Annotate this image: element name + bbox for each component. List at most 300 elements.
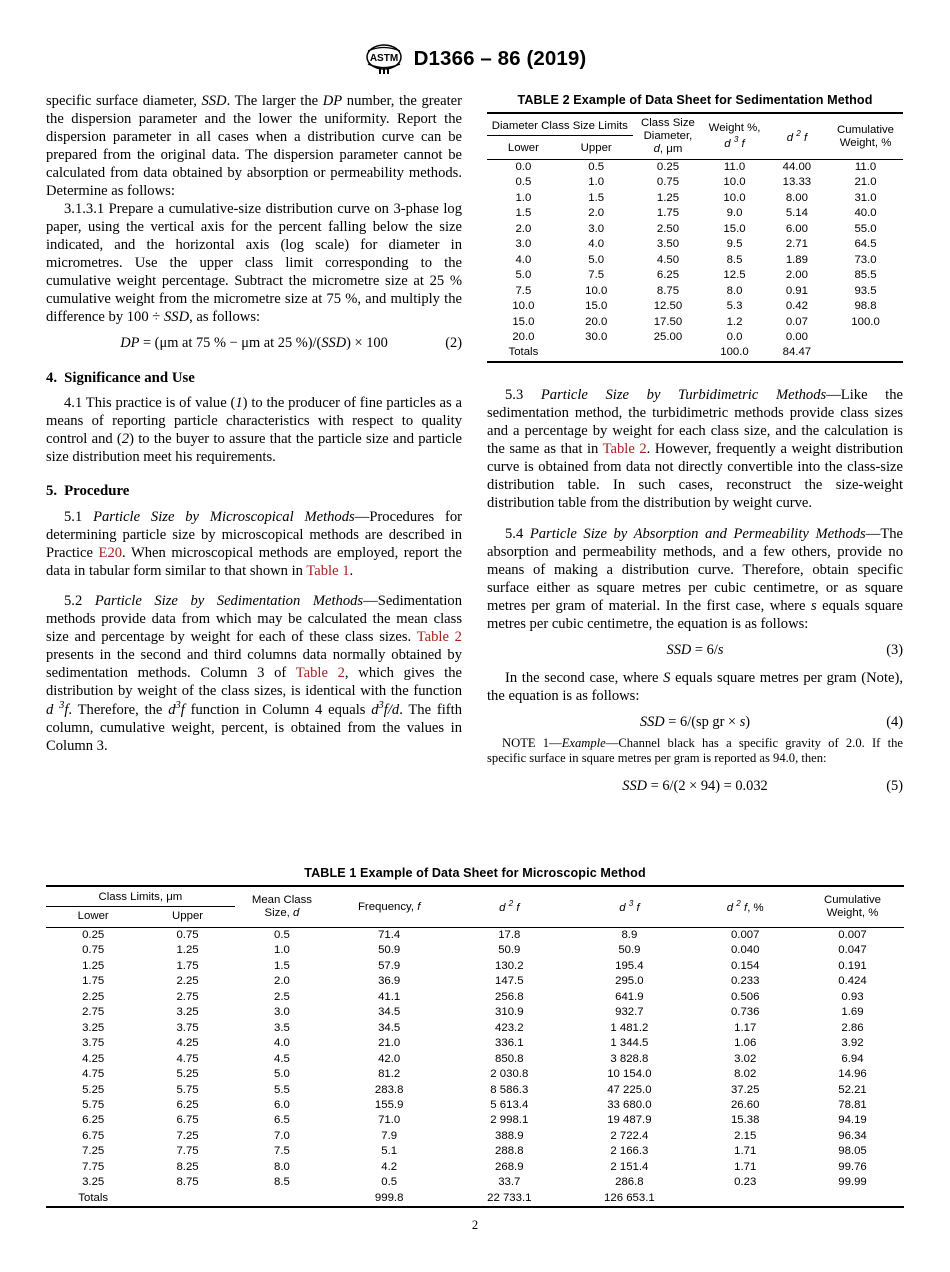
cell-d2f_pct: 1.71: [734, 1160, 757, 1173]
cell-d2f: 5 613.4: [490, 1098, 529, 1111]
cell-cumulative: 98.8: [854, 300, 877, 313]
totals-class_size: [633, 345, 704, 360]
table-row: [487, 175, 903, 190]
cell-lower: 5.0: [515, 269, 532, 282]
cell-upper: 8.25: [176, 1160, 199, 1173]
equation-2-number: (2): [445, 335, 462, 352]
cell-class_size: 1.75: [656, 207, 680, 220]
equation-5: SSD = 6/(2 × 94) = 0.032 (5): [622, 777, 903, 794]
cell-mean: 6.5: [274, 1114, 290, 1127]
table-1-head: [46, 886, 904, 928]
cell-d2f: 2.00: [785, 269, 808, 282]
cell-frequency: 57.9: [378, 959, 401, 972]
cell-mean: 4.0: [274, 1037, 290, 1050]
class-size-line1: Class Size: [641, 117, 695, 129]
cell-d2f_pct: 0.154: [730, 959, 760, 972]
cell-d2f: 2 030.8: [490, 1068, 529, 1081]
cell-d2f: 288.8: [495, 1145, 524, 1158]
table-row: [46, 928, 904, 944]
table-row: [487, 284, 903, 299]
cell-cumulative: 78.81: [838, 1098, 867, 1111]
cell-upper: 5.75: [176, 1083, 199, 1096]
table-row: [487, 268, 903, 283]
cell-cumulative: 85.5: [854, 269, 877, 282]
table-row: [46, 959, 904, 974]
equation-4: SSD = 6/(sp gr × s) (4): [639, 714, 903, 731]
section-heading-4: [46, 369, 462, 387]
cell-upper: 6.25: [176, 1098, 199, 1111]
cell-frequency: 7.9: [381, 1129, 398, 1142]
cell-d2f: 423.2: [495, 1021, 524, 1034]
cell-cumulative: 0.191: [838, 959, 867, 972]
cell-mean: 4.5: [274, 1052, 290, 1065]
cell-cumulative: 55.0: [854, 222, 877, 235]
cell-frequency: 34.5: [378, 1021, 401, 1034]
cell-cumulative: 99.99: [838, 1176, 867, 1189]
cell-frequency: 34.5: [378, 1006, 401, 1019]
totals-d2f_pct: [689, 1191, 801, 1206]
cell-lower: 3.25: [82, 1176, 105, 1189]
cumulative-line1: Cumulative: [837, 123, 895, 136]
cell-mean: 2.0: [274, 975, 290, 988]
totals-d3f: 126 653.1: [604, 1191, 655, 1204]
table-2-header-cumulative: [828, 113, 903, 160]
cell-d2f_pct: 15.38: [730, 1114, 760, 1127]
cell-d2f: 50.9: [498, 944, 521, 957]
cell-cumulative: 100.0: [851, 315, 880, 328]
cell-cumulative: 40.0: [854, 207, 877, 220]
paragraph-5-2: 5.2 Particle Size by Sedimentation Methods—Sedimentation methods provide data from which may be calculated the mean class size and percentage by weight for each of these class sizes. Table 2 presents in the second and third columns data normally obtained by sedimentation methods. Column 3 of Table 2, which gives the distribution by weight of the class sizes, is identical with the function d $^3$f. Therefore, the $d^3f$ function in Column 4 equals $d^3f/d$. The fifth column, cumulative weight, percent, is obtained from the values in Column 3.: [46, 592, 463, 754]
cell-lower: 4.0: [515, 253, 532, 266]
cell-frequency: 50.9: [378, 944, 401, 957]
table-2-bottom-rule: [487, 361, 903, 363]
section-4-title: Significance and Use: [64, 369, 195, 386]
cell-d2f_pct: 1.06: [734, 1037, 757, 1050]
cell-d2f_pct: 0.040: [730, 944, 760, 957]
cell-cumulative: 31.0: [854, 191, 877, 204]
paragraph-5-4: 5.4 Particle Size by Absorption and Permeability Methods—The absorption and permeability methods, and a few others, provide no means of making a distribution curve. Therefore, obtain specific surface either as square metres per cubic centimetre, or as square metres per gram of material. In the first case, where s equals square metres per cubic centimetre, the equation is as follows:: [487, 526, 904, 633]
cell-lower: 5.75: [82, 1098, 105, 1111]
totals-cumulative: [801, 1191, 904, 1206]
cell-upper: 0.75: [176, 929, 199, 941]
cell-class_size: 0.25: [656, 161, 680, 173]
cell-mean: 7.0: [274, 1129, 290, 1142]
astm-logo-icon: [364, 42, 404, 76]
cell-lower: 20.0: [512, 330, 535, 343]
cell-d2f: 336.1: [495, 1037, 524, 1050]
table-1-header-d3f: d $^3$ f: [619, 899, 640, 914]
cell-weight_pct: 11.0: [723, 161, 746, 173]
cell-d2f_pct: 3.02: [734, 1052, 757, 1065]
totals-label: Totals: [508, 346, 539, 359]
table-row: [46, 1067, 904, 1082]
cell-frequency: 81.2: [378, 1068, 401, 1081]
table-1-header-d2f: d $^2$ f: [499, 899, 520, 914]
cell-lower: 0.5: [515, 176, 532, 189]
cell-mean: 1.0: [274, 944, 290, 957]
cell-d2f_pct: 0.233: [730, 975, 760, 988]
cell-d2f: 0.00: [785, 330, 808, 343]
cell-d2f_pct: 0.007: [730, 929, 760, 941]
cell-upper: 20.0: [585, 315, 608, 328]
note-1: NOTE 1—Example—Channel black has a specific gravity of 2.0. If the specific surface in square metres per gram is reported as 94.0, then:: [487, 735, 903, 766]
cell-class_size: 2.50: [656, 222, 680, 235]
table-2-header-upper: Upper: [580, 142, 612, 154]
cell-lower: 5.25: [82, 1083, 105, 1096]
cell-d2f: 2 998.1: [490, 1114, 529, 1127]
cell-d3f: 10 154.0: [607, 1068, 652, 1081]
table-row: [487, 206, 903, 221]
cell-weight_pct: 10.0: [723, 176, 746, 189]
cell-mean: 1.5: [274, 959, 290, 972]
cell-class_size: 8.75: [656, 284, 680, 297]
section-5-title: Procedure: [64, 483, 130, 500]
table-2-header-class-size: Class Size Diameter, d, μm: [641, 117, 695, 155]
cell-lower: 7.5: [515, 284, 532, 297]
cell-d2f: 388.9: [495, 1129, 524, 1142]
t1-cumulative-line2: Weight, %: [826, 907, 879, 919]
cell-frequency: 283.8: [374, 1083, 404, 1096]
cell-class_size: 0.75: [656, 176, 680, 189]
cell-upper: 2.75: [176, 990, 199, 1003]
totals-d2f: 84.47: [782, 346, 812, 359]
table-1-header-upper: Upper: [172, 910, 204, 922]
cell-lower: 1.25: [82, 959, 105, 972]
cell-d3f: 932.7: [615, 1006, 644, 1019]
cell-frequency: 71.0: [378, 1114, 401, 1127]
cell-weight_pct: 15.0: [723, 222, 746, 235]
cell-mean: 8.0: [274, 1160, 290, 1173]
cell-lower: 2.0: [515, 222, 532, 235]
cell-upper: 1.25: [176, 944, 199, 957]
cell-d2f: 0.07: [785, 315, 808, 328]
cell-cumulative: 64.5: [854, 238, 877, 251]
totals-weight_pct: 100.0: [720, 346, 749, 359]
section-4-number: 4.: [46, 369, 58, 386]
cell-weight_pct: 12.5: [723, 269, 746, 282]
table-1-header-cumulative: [801, 886, 904, 928]
cell-lower: 15.0: [512, 315, 535, 328]
cell-upper: 4.75: [176, 1052, 199, 1065]
cell-d2f: 0.42: [785, 300, 808, 313]
table-1-header-mean-class-size: Mean Class Size, d: [251, 894, 312, 919]
paragraph-3-1-3-1: 3.1.3.1 Prepare a cumulative-size distribution curve on 3-phase log paper, using the vertical axis for the percent falling below the size indicated, and the horizontal axis (log scale) for diameter in micrometres. Use the upper class limit corresponding to the cumulative weight percentage. Subtract the micrometre size at 25 % cumulative weight from the micrometre size at 75 %, and multiply the difference by 100 ÷ SSD, as follows:: [46, 201, 462, 326]
table-2-container: [487, 93, 903, 363]
cell-d2f_pct: 1.17: [734, 1021, 757, 1034]
table-1-header-frequency: Frequency, f: [357, 900, 421, 913]
cell-lower: 4.75: [82, 1068, 105, 1081]
totals-upper: [560, 345, 633, 360]
cell-frequency: 36.9: [378, 975, 401, 988]
cell-lower: 7.25: [82, 1145, 105, 1158]
table-1: [46, 885, 904, 1206]
right-text-column: [487, 386, 903, 804]
table-row: [487, 222, 903, 237]
cell-cumulative: 99.76: [838, 1160, 867, 1173]
cell-class_size: 25.00: [653, 330, 683, 343]
cell-frequency: 155.9: [374, 1098, 404, 1111]
table-2-body: [487, 160, 903, 361]
section-heading-5: [46, 482, 462, 500]
cell-d2f_pct: 1.71: [734, 1145, 757, 1158]
cell-cumulative: 0.424: [838, 975, 867, 988]
cell-frequency: 4.2: [381, 1160, 398, 1173]
cell-weight_pct: 9.0: [726, 207, 743, 220]
cell-d3f: 1 344.5: [610, 1037, 649, 1050]
link-practice-e20[interactable]: E20: [98, 544, 123, 561]
table-2-group-header: Diameter Class Size Limits: [487, 113, 633, 136]
cell-cumulative: 6.94: [841, 1052, 864, 1065]
t1-cumulative-line1: Cumulative: [824, 894, 881, 906]
cell-d2f: 0.91: [785, 284, 808, 297]
cell-upper: 1.5: [588, 191, 605, 204]
cell-mean: 5.0: [274, 1068, 290, 1081]
cell-cumulative: 11.0: [854, 161, 877, 173]
cell-class_size: 6.25: [656, 269, 680, 282]
cell-lower: 6.75: [82, 1129, 105, 1142]
section-5-number: 5.: [46, 483, 58, 500]
table-2-header-weight-pct: Weight %, d $^3$ f: [708, 122, 761, 150]
page-number: 2: [471, 1218, 479, 1232]
cell-weight_pct: 0.0: [726, 330, 743, 343]
table-1-group-header: Class Limits, μm: [46, 886, 235, 907]
cell-upper: 10.0: [585, 284, 608, 297]
cell-frequency: 0.5: [381, 1176, 398, 1189]
table-1-title: TABLE 1 Example of Data Sheet for Microscopic Method: [304, 866, 646, 880]
cumulative-line2: Weight, %: [839, 136, 892, 149]
table-totals-row: [46, 1191, 904, 1206]
table-totals-row: [487, 345, 903, 360]
cell-mean: 0.5: [274, 929, 290, 941]
cell-frequency: 71.4: [378, 929, 401, 941]
cell-d2f_pct: 2.15: [734, 1129, 757, 1142]
cell-d3f: 3 828.8: [610, 1052, 649, 1065]
cell-d2f: 8.00: [785, 191, 808, 204]
cell-lower: 3.25: [82, 1021, 105, 1034]
cell-upper: 5.25: [176, 1068, 199, 1081]
cell-d2f: 6.00: [785, 222, 808, 235]
cell-d3f: 641.9: [615, 990, 644, 1003]
table-row: [487, 191, 903, 206]
link-table-1[interactable]: Table 1: [306, 562, 350, 579]
cell-d2f_pct: 37.25: [730, 1083, 760, 1096]
cell-mean: 3.0: [274, 1006, 290, 1019]
cell-cumulative: 14.96: [838, 1068, 867, 1081]
table-row: [46, 990, 904, 1005]
weight-pct-line1: Weight %,: [708, 122, 761, 135]
cell-d2f: 5.14: [785, 207, 808, 220]
standard-designation: D1366 – 86 (2019): [413, 47, 587, 70]
table-row: [46, 943, 904, 958]
cell-d3f: 195.4: [615, 959, 644, 972]
svg-text:ASTM: ASTM: [369, 53, 398, 64]
cell-upper: 3.0: [588, 222, 605, 235]
cell-upper: 7.75: [176, 1145, 199, 1158]
equation-4-number: (4): [886, 714, 903, 731]
cell-upper: 4.25: [176, 1037, 199, 1050]
cell-cumulative: 0.93: [841, 990, 864, 1003]
cell-class_size: 17.50: [653, 315, 683, 328]
cell-weight_pct: 8.0: [726, 284, 743, 297]
table-2-title: TABLE 2 Example of Data Sheet for Sedimentation Method: [517, 93, 873, 107]
cell-d3f: 295.0: [615, 975, 644, 988]
cell-d2f: 33.7: [498, 1176, 521, 1189]
cell-cumulative: 98.05: [838, 1145, 867, 1158]
note-label: NOTE 1: [502, 735, 550, 750]
cell-d3f: 19 487.9: [607, 1114, 652, 1127]
table-row: [46, 1129, 904, 1144]
cell-d2f_pct: 0.736: [730, 1006, 760, 1019]
mean-line1: Mean Class: [251, 894, 312, 906]
cell-d2f: 850.8: [495, 1052, 524, 1065]
cell-lower: 3.0: [515, 238, 532, 251]
table-row: [46, 1021, 904, 1036]
cell-upper: 6.75: [176, 1114, 199, 1127]
table-1-header-lower: Lower: [77, 910, 109, 922]
left-text-column: [46, 92, 462, 755]
cell-d2f: 130.2: [495, 959, 524, 972]
cell-upper: 2.25: [176, 975, 199, 988]
paragraph-4-1: 4.1 This practice is of value (1) to the producer of fine particles as a means of reporting particle characteristics with respect to quality control and (2) to the buyer to assure that the particle size and particle size distribution meet his requirements.: [46, 395, 462, 466]
cell-lower: 0.0: [515, 161, 532, 173]
cell-upper: 0.5: [588, 161, 605, 173]
cell-frequency: 21.0: [378, 1037, 401, 1050]
cell-mean: 7.5: [274, 1145, 290, 1158]
equation-5-number: (5): [886, 777, 903, 794]
table-row: [46, 1083, 904, 1098]
cell-weight_pct: 1.2: [726, 315, 743, 328]
cell-lower: 2.75: [82, 1006, 105, 1019]
cell-lower: 3.75: [82, 1037, 105, 1050]
totals-frequency: 999.8: [374, 1191, 404, 1204]
table-row: [46, 1052, 904, 1067]
cell-upper: 3.25: [176, 1006, 199, 1019]
cell-d3f: 2 722.4: [610, 1129, 649, 1142]
cell-upper: 5.0: [588, 253, 605, 266]
cell-lower: 0.25: [82, 929, 105, 941]
table-row: [46, 1036, 904, 1051]
cell-cumulative: 21.0: [854, 176, 877, 189]
table-1-header-d2f-pct: d $^2$ f, %: [726, 899, 764, 914]
totals-label: Totals: [78, 1191, 109, 1204]
table-row: [46, 1098, 904, 1113]
cell-d3f: 47 225.0: [607, 1083, 652, 1096]
totals-cumulative: [828, 345, 903, 360]
cell-cumulative: 73.0: [854, 253, 877, 266]
cell-lower: 1.0: [515, 191, 532, 204]
cell-d2f_pct: 0.506: [730, 990, 760, 1003]
cell-d2f: 256.8: [495, 990, 524, 1003]
table-2: [487, 112, 903, 361]
cell-mean: 2.5: [274, 990, 290, 1003]
table-2-head: [487, 113, 903, 160]
paragraph-5-1: 5.1 Particle Size by Microscopical Methods—Procedures for determining particle size by microscopical methods are described in Practice E20. When microscopical methods are employed, report the data in tabular form similar to that shown in Table 1.: [46, 508, 462, 579]
cell-mean: 8.5: [274, 1176, 290, 1189]
cell-d3f: 50.9: [618, 944, 641, 957]
cell-cumulative: 94.19: [838, 1114, 867, 1127]
cell-mean: 6.0: [274, 1098, 290, 1111]
link-table-2-b[interactable]: Table 2: [295, 664, 345, 681]
cell-d2f: 310.9: [495, 1006, 524, 1019]
table-row: [46, 974, 904, 989]
paragraph-second-case: In the second case, where S equals square metres per gram (Note), the equation is as follows:: [487, 669, 903, 704]
cell-frequency: 42.0: [378, 1052, 401, 1065]
cell-d2f: 8 586.3: [490, 1083, 529, 1096]
cell-upper: 8.75: [176, 1176, 199, 1189]
table-2-header-d2f: d $^2$ f: [786, 128, 808, 144]
cell-frequency: 41.1: [378, 990, 401, 1003]
table-row: [46, 1113, 904, 1128]
cell-d3f: 8.9: [621, 929, 638, 941]
table-row: [487, 315, 903, 330]
totals-upper: [140, 1191, 234, 1206]
cell-d2f: 147.5: [495, 975, 524, 988]
cell-d3f: 1 481.2: [610, 1021, 649, 1034]
cell-d2f_pct: 26.60: [730, 1098, 760, 1111]
cell-mean: 5.5: [274, 1083, 290, 1096]
totals-d2f: 22 733.1: [487, 1191, 532, 1204]
cell-lower: 1.5: [515, 207, 532, 220]
cell-d3f: 33 680.0: [607, 1098, 652, 1111]
cell-cumulative: 2.86: [841, 1021, 864, 1034]
cell-cumulative: [828, 330, 903, 345]
link-table-2-a[interactable]: Table 2: [416, 628, 462, 645]
table-1-bottom-rule: [46, 1206, 904, 1208]
cell-upper: 30.0: [585, 330, 608, 343]
cell-lower: 7.75: [82, 1160, 105, 1173]
cell-cumulative: 52.21: [838, 1083, 867, 1096]
table-row: [487, 160, 903, 176]
cell-d2f: 2.71: [785, 238, 808, 251]
table-1-body: [46, 928, 904, 1207]
cell-upper: 3.75: [176, 1021, 199, 1034]
cell-upper: 2.0: [588, 207, 605, 220]
cell-class_size: 12.50: [653, 300, 683, 313]
page-header: [0, 42, 950, 76]
table-1-container: [46, 866, 904, 1208]
cell-d2f_pct: 0.23: [734, 1176, 757, 1189]
link-table-2-c[interactable]: Table 2: [602, 441, 647, 458]
cell-upper: 15.0: [585, 300, 608, 313]
cell-weight_pct: 5.3: [726, 300, 743, 313]
table-row: [487, 253, 903, 268]
equation-3: SSD = 6/s (3): [666, 642, 903, 659]
equation-2: DP = (μm at 75 % − μm at 25 %)/(SSD) × 100 (2): [120, 335, 462, 352]
cell-cumulative: 3.92: [841, 1037, 864, 1050]
cell-upper: 7.25: [176, 1129, 199, 1142]
table-row: [46, 1175, 904, 1190]
cell-d3f: 286.8: [615, 1176, 644, 1189]
cell-cumulative: 1.69: [841, 1006, 864, 1019]
cell-mean: 3.5: [274, 1021, 290, 1034]
cell-d2f: 1.89: [785, 253, 808, 266]
cell-class_size: 1.25: [656, 191, 680, 204]
cell-lower: 0.75: [82, 944, 105, 957]
cell-upper: 4.0: [588, 238, 605, 251]
table-row: [46, 1005, 904, 1020]
cell-lower: 1.75: [82, 975, 105, 988]
cell-weight_pct: 10.0: [723, 191, 746, 204]
equation-3-number: (3): [886, 642, 903, 659]
cell-lower: 4.25: [82, 1052, 105, 1065]
table-row: [487, 237, 903, 252]
table-row: [46, 1144, 904, 1159]
cell-lower: 6.25: [82, 1114, 105, 1127]
cell-weight_pct: 8.5: [726, 253, 743, 266]
paragraph-5-3: 5.3 Particle Size by Turbidimetric Methods—Like the sedimentation method, the turbidimetric methods provide class sizes and a percentage by weight for each class size, and the calculation is the same as that in Table 2. However, frequently a weight distribution curve is obtained from data not directly convertible into the class-size distribution table. In such cases, reconstruct the size-weight distribution table from the distribution by weight curve.: [487, 387, 904, 512]
cell-lower: 10.0: [512, 300, 535, 313]
cell-cumulative: 93.5: [854, 284, 877, 297]
